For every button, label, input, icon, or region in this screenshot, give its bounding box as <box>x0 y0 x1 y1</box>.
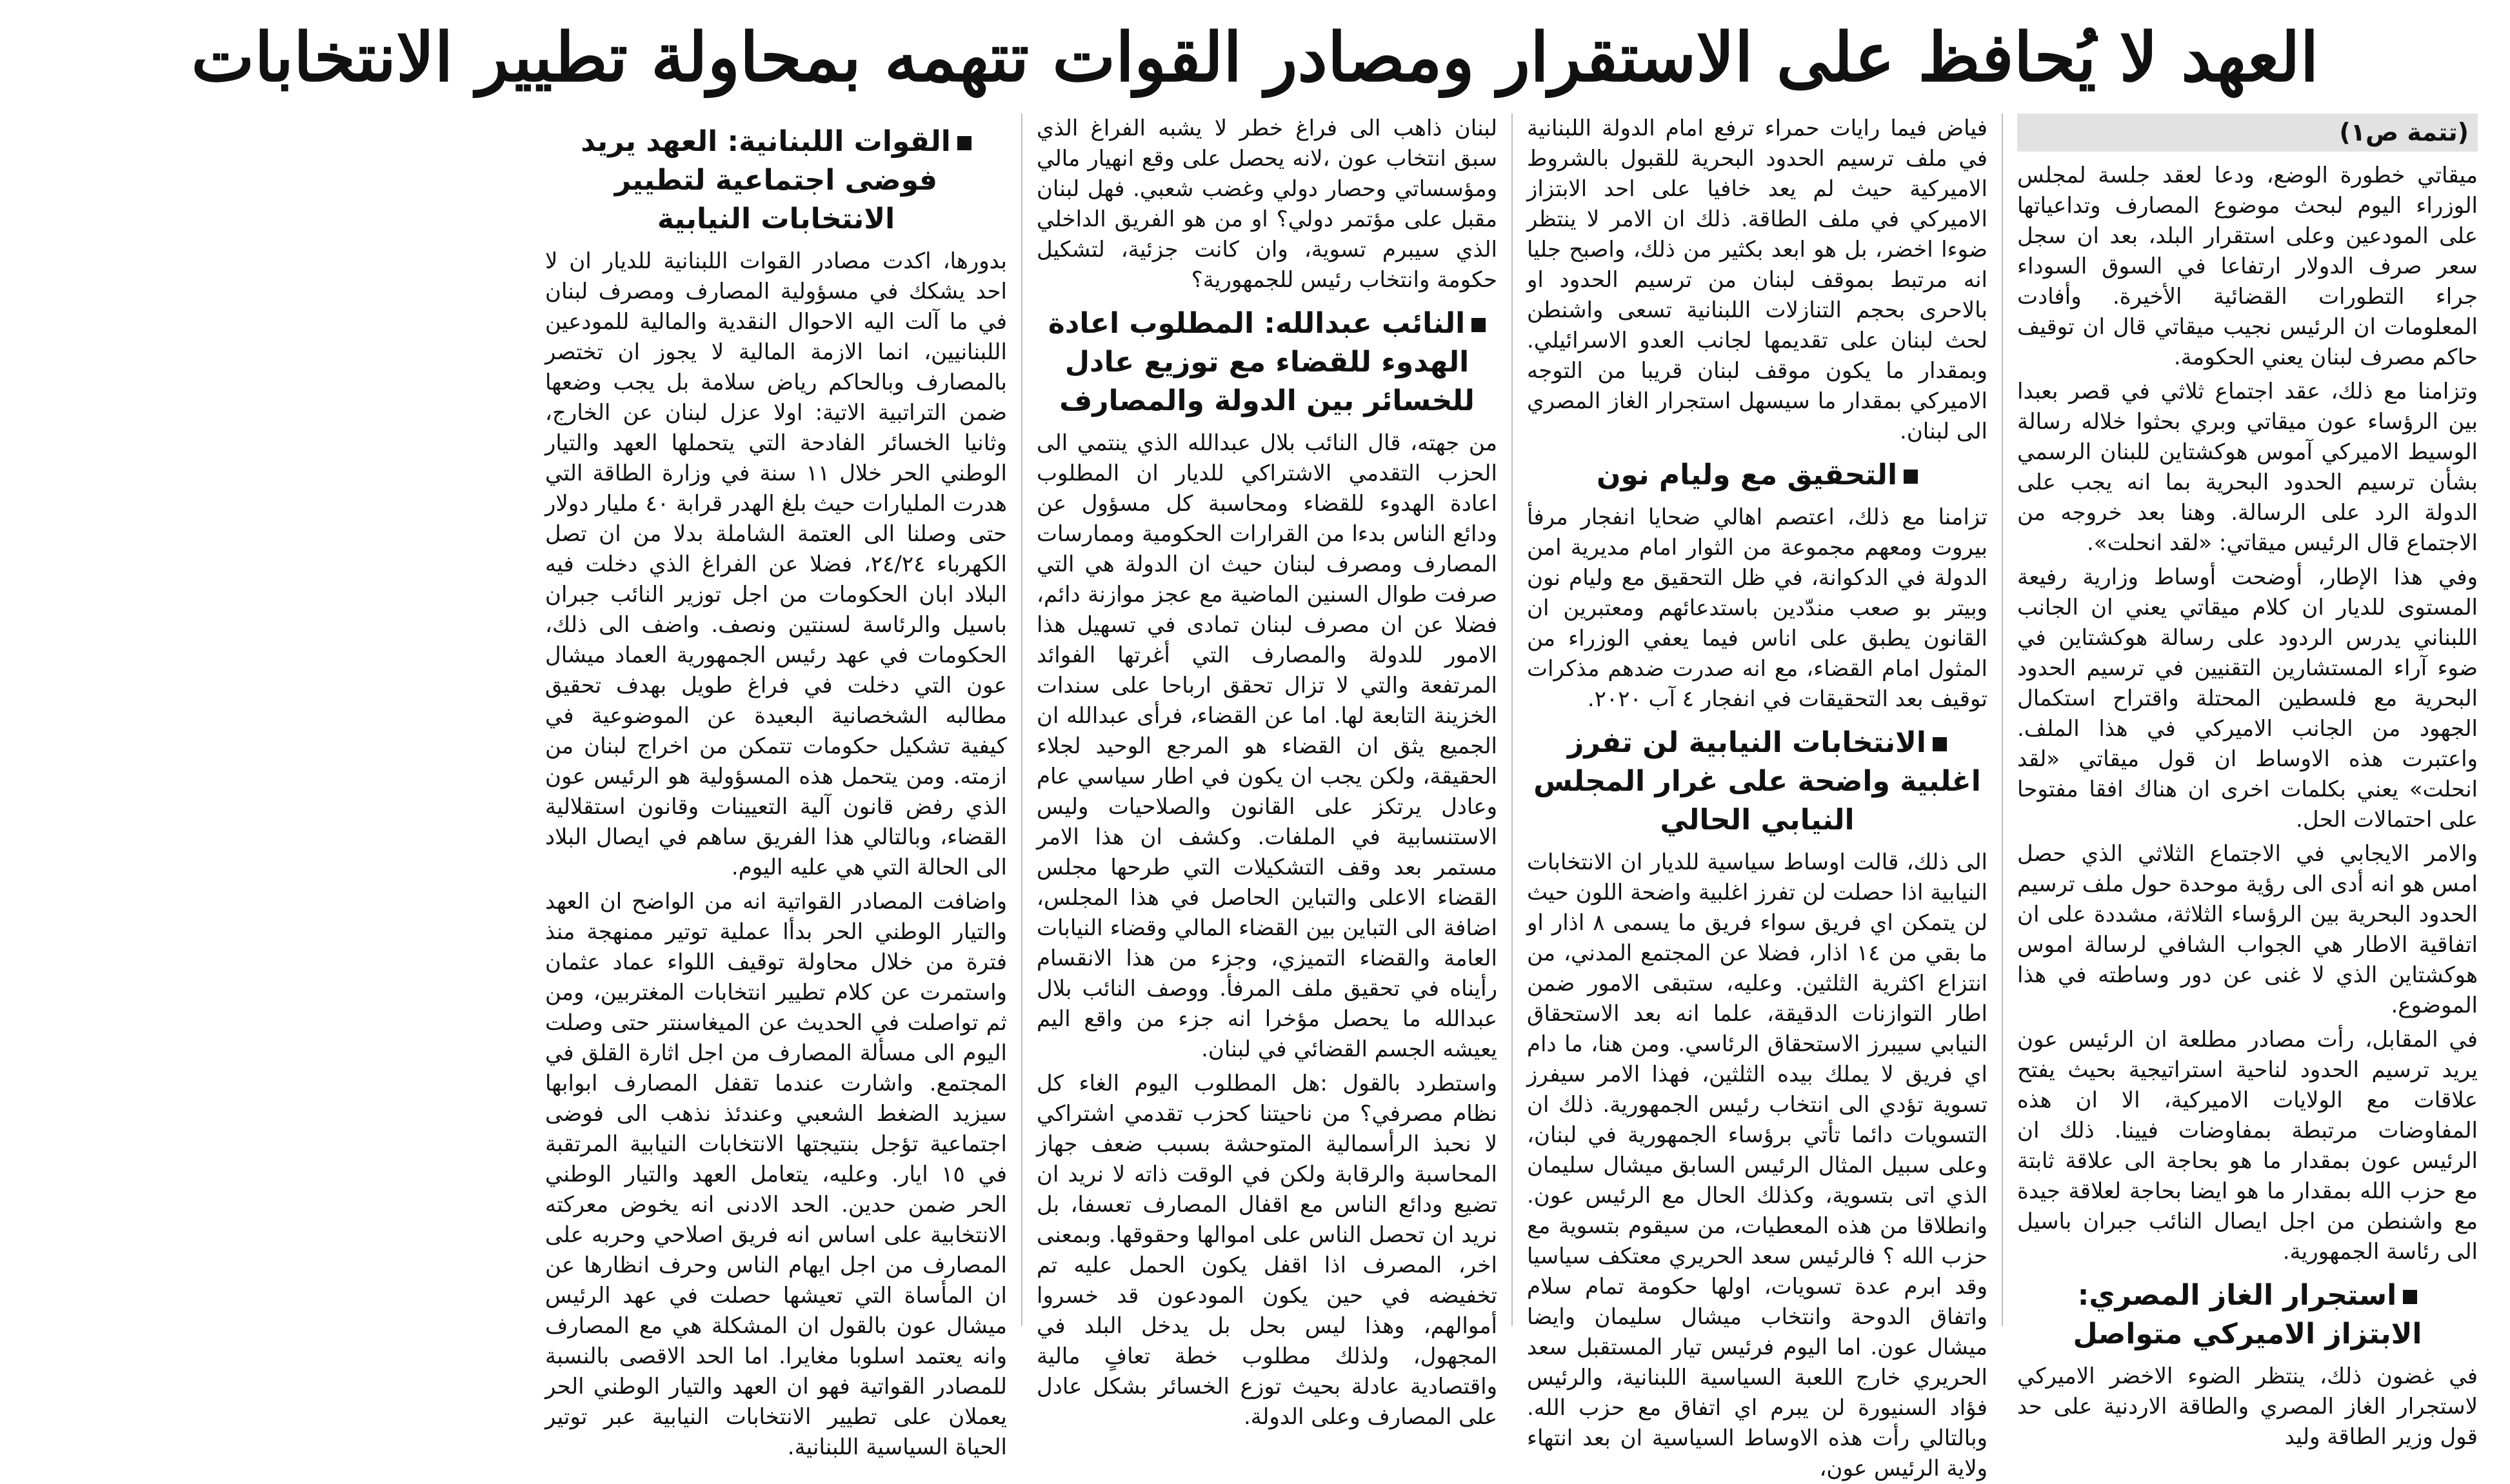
paragraph: وفي هذا الإطار، أوضحت أوساط وزارية رفيعة المستوى للديار ان كلام ميقاتي يعني ان الجانب اللبناني يدرس الردود على رسالة هوكشتاين في ضوء آراء المستشارين التقنيين في ترسيم الحدود البحرية مع فلسطين المحتلة واقتراح استكمال الجهود من الجانب الاميركي في هذا الملف. واعتبرت هذه الاوساط ان قول ميقاتي «لقد انحلت» يعني بكلمات اخرى ان هناك افقا مفتوحا على احتمالات الحل. <box>2017 564 2478 833</box>
subheading <box>2017 1276 2478 1354</box>
paragraph: واستطرد بالقول :هل المطلوب اليوم الغاء كل نظام مصرفي؟ من ناحيتنا كحزب تقدمي اشتراكي لا نحبذ الرأسمالية المتوحشة بسبب ضعف جهاز المحاسبة والرقابة ولكن في الوقت ذاته لا نريد ان تضيع ودائع الناس مع اقفال المصارف تعسفا، بل نريد ان تحصل الناس على اموالها وحقوقها. وبمعنى اخر، المصرف اذا اقفل يكون الحمل عليه تم تخفيضه في حين يكون المودعون قد خسروا أموالهم، وهذا ليس بحل بل يدخل البلد في المجهول، ولذلك مطلوب خطة تعافٍ مالية واقتصادية عادلة بحيث توزع الخسائر بشكل عادل على المصارف وعلى الدولة. <box>1037 1071 1497 1430</box>
subheading-text: القوات اللبنانية: العهد يريد فوضى اجتماعية لتطيير الانتخابات النيابية <box>581 125 951 235</box>
paragraph: الى ذلك، قالت اوساط سياسية للديار ان الانتخابات النيابية اذا حصلت لن تفرز اغلبية واضحة اللون حيث لن يتمكن اي فريق سواء فريق ما يسمى ٨ اذار او ما بقي من ١٤ اذار، فضلا عن المجتمع المدني، من انتزاع اكثرية الثلثين. وعليه، ستبقى الامور ضمن اطار التوازنات الدقيقة، علما انه بعد الاستحقاق النيابي سيبرز الاستحقاق الرئاسي. ومن هنا، ما دام اي فريق لا يملك بيده الثلثين، فهذا الامر سيفرز تسوية تؤدي الى انتخاب رئيس الجمهورية. ذلك ان التسويات دائما تأتي برؤساء الجمهورية في لبنان، وعلى سبيل المثال الرئيس السابق ميشال سليمان الذي اتى بتسوية، وكذلك الحال مع الرئيس عون. وانطلاقا من هذه المعطيات، من سيقوم بتسوية مع حزب الله ؟ فالرئيس سعد الحريري معتكف سياسيا وقد ابرم عدة تسويات، اولها حكومة تمام سلام واتفاق الدوحة وانتخاب ميشال سليمان وايضا ميشال عون. اما اليوم فرئيس تيار المستقبل سعد الحريري خارج اللعبة السياسية اللبنانية، والرئيس فؤاد السنيورة لن يبرم اي اتفاق مع حزب الله. وبالتالي رأت هذه الاوساط السياسية ان بعد انتهاء ولاية الرئيس عون، <box>1527 849 1987 1481</box>
subheading-text: الانتخابات النيابية لن تفرز اغلبية واضحة على غرار المجلس النيابي الحالي <box>1533 726 1981 836</box>
paragraph: ميقاتي خطورة الوضع، ودعا لعقد جلسة لمجلس الوزراء اليوم لبحث موضوع المصارف وتداعياتها على المودعين وعلى استقرار البلد، بعد ان سجل سعر صرف الدولار ارتفاعا في السوق السوداء جراء التطورات القضائية الأخيرة. وأفادت المعلومات ان الرئيس نجيب ميقاتي قال ان توقيف حاكم مصرف لبنان يعني الحكومة. <box>2017 163 2478 370</box>
paragraph: وتزامنا مع ذلك، عقد اجتماع ثلاثي في قصر بعبدا بين الرؤساء عون ميقاتي وبري بحثوا خلاله رسالة الوسيط الاميركي آموس هوكشتاين للبنان الرسمي بشأن ترسيم الحدود البحرية بما انه يجب على الدولة الرد على الرسالة. وهنا بعد خروجه من الاجتماع قال الرئيس ميقاتي: «لقد انحلت». <box>2017 379 2478 556</box>
subheading-text: الابتزاز الاميركي متواصل <box>2073 1318 2422 1350</box>
square-bullet-icon <box>1933 737 1947 751</box>
paragraph: فياض فيما رايات حمراء ترفع امام الدولة اللبنانية في ملف ترسيم الحدود البحرية للقبول بالشروط الاميركية حيث لم يعد خافيا على احد الابتزاز الاميركي في ملف الطاقة. ذلك ان الامر لا ينتظر ضوءا اخضر، بل هو ابعد بكثير من ذلك، واصبح جليا انه مرتبط بموقف لبنان من ترسيم الحدود او بالاحرى بحجم التنازلات اللبنانية تسعى واشنطن لحث لبنان على تقديمها لجانب العدو الاسرائيلي. وبمقدار ما يكون موقف لبنان قريبا من التوجه الاميركي بمقدار ما سيسهل استجرار الغاز المصري الى لبنان. <box>1527 115 1987 444</box>
subheading <box>545 123 1007 239</box>
subheading-text: استجرار الغاز المصري: <box>2077 1279 2397 1312</box>
column-3 <box>1021 114 1511 1430</box>
column-2 <box>1511 114 2002 1481</box>
paragraph: والامر الايجابي في الاجتماع الثلاثي الذي حصل امس هو انه أدى الى رؤية موحدة حول ملف ترسيم الحدود البحرية بين الرؤساء الثلاثة، مشددة على ان اتفاقية الاطار هي الجواب الشافي لرسالة اموس هوكشتاين الذي لا غنى عن دور وساطته في هذا الموضوع. <box>2017 841 2478 1018</box>
column-4 <box>531 114 1021 1460</box>
paragraph: تزامنا مع ذلك، اعتصم اهالي ضحايا انفجار مرفأ بيروت ومعهم مجموعة من الثوار امام مديرية امن الدولة في الدكوانة، في ظل التحقيق مع وليام نون وبيتر بو صعب مندّدين باستدعائهم ومعتبرين ان القانون يطبق على اناس فيما يعفي الوزراء من المثول امام القضاء، مع انه صدرت ضدهم مذكرات توقيف بعد التحقيقات في انفجار ٤ آب ٢٠٢٠. <box>1527 504 1987 712</box>
headline: العهد لا يُحافظ على الاستقرار ومصادر القوات تتهمه بمحاولة تطيير الانتخابات <box>191 17 2319 97</box>
square-bullet-icon <box>957 136 971 150</box>
paragraph: في غضون ذلك، ينتظر الضوء الاخضر الاميركي لاستجرار الغاز المصري والطاقة الاردنية على حد قول وزير الطاقة وليد <box>2017 1363 2478 1450</box>
column-1 <box>2002 114 2492 1450</box>
subheading <box>1527 724 1987 840</box>
paragraph: في المقابل، رأت مصادر مطلعة ان الرئيس عون يريد ترسيم الحدود لناحية استراتيجية بحيث يفتح علاقات مع الولايات الاميركية، الا ان هذه المفاوضات مرتبطة بمفاوضات فيينا. ذلك ان الرئيس عون بمقدار ما هو بحاجة الى علاقة ثابتة مع حزب الله بمقدار ما هو ايضا بحاجة لعلاقة جيدة مع واشنطن من اجل ايصال النائب جبران باسيل الى رئاسة الجمهورية. <box>2017 1027 2478 1265</box>
paragraph: بدورها، اكدت مصادر القوات اللبنانية للديار ان لا احد يشكك في مسؤولية المصارف ومصرف لبنان في ما آلت اليه الاحوال النقدية والمالية للمودعين اللبنانيين، انما الازمة المالية لا يجوز ان تختصر بالمصارف وبالحاكم رياض سلامة بل يجب وضعها ضمن التراتبية الاتية: اولا عزل لبنان عن الخارج، وثانيا الخسائر الفادحة التي يتحملها العهد والتيار الوطني الحر خلال ١١ سنة في وزارة الطاقة التي هدرت المليارات حيث بلغ الهدر قرابة ٤٠ مليار دولار حتى وصلنا الى العتمة الشاملة بدلا من ان تصل الكهرباء ٢٤/٢٤، فضلا عن الفراغ الذي دخلت فيه البلاد ابان الحكومات من اجل توزير النائب جبران باسيل والرئاسة لسنتين ونصف. واضف الى ذلك، الحكومات في عهد رئيس الجمهورية العماد ميشال عون التي دخلت في فراغ طويل بهدف تحقيق مطالبه الشخصانية البعيدة عن الموضوعية في كيفية تشكيل حكومات تتمكن من اخراج لبنان من ازمته. ومن يتحمل هذه المسؤولية هو الرئيس عون الذي رفض قانون آلية التعيينات وقانون استقلالية القضاء، وبالتالي هذا الفريق ساهم في ايصال البلاد الى الحالة التي هي عليه اليوم. <box>545 248 1007 880</box>
subheading-text: النائب عبدالله: المطلوب اعادة الهدوء للقضاء مع توزيع عادل للخسائر بين الدولة والمصارف <box>1048 307 1475 417</box>
square-bullet-icon <box>1471 318 1486 332</box>
subheading <box>1037 304 1497 420</box>
paragraph: من جهته، قال النائب بلال عبدالله الذي ينتمي الى الحزب التقدمي الاشتراكي للديار ان المطلوب اعادة الهدوء للقضاء ومحاسبة كل مسؤول عن ودائع الناس بدءا من القرارات الحكومية وممارسات المصارف ومصرف لبنان حيث ان الدولة هي التي صرفت طوال السنين الماضية مع عجز موازنة دائم، فضلا عن ان مصرف لبنان تمادى في تسهيل هذا الامور للدولة والمصارف التي أغرتها الفوائد المرتفعة والتي لا تزال تحقق ارباحا على سندات الخزينة التابعة لها. اما عن القضاء، فرأى عبدالله ان الجميع يثق ان القضاء هو المرجع الوحيد لجلاء الحقيقة، ولكن يجب ان يكون في اطار سياسي عام وعادل يرتكز على القانون والصلاحيات وليس الاستنسابية في الملفات. وكشف ان هذا الامر مستمر بعد وقف التشكيلات التي طرحها مجلس القضاء الاعلى والتباين الحاصل في هذا المجلس، اضافة الى التباين بين القضاء المالي وقضاء النيابات العامة والقضاء التميزي، وجزء من هذا الانقسام رأيناه في تحقيق ملف المرفأ. ووصف النائب بلال عبدالله ما يحصل مؤخرا انه جزء من واقع اليم يعيشه الجسم القضائي في لبنان. <box>1037 430 1497 1062</box>
subheading <box>1527 456 1987 495</box>
square-bullet-icon <box>1904 470 1918 484</box>
continuation-label: (تتمة ص١) <box>2017 114 2478 152</box>
subheading-text: التحقيق مع وليام نون <box>1596 459 1898 491</box>
article-columns <box>18 114 2492 1481</box>
paragraph: لبنان ذاهب الى فراغ خطر لا يشبه الفراغ الذي سبق انتخاب عون ،لانه يحصل على وقع انهيار مالي ومؤسساتي وحصار دولي وغضب شعبي. فهل لبنان مقبل على مؤتمر دولي؟ او من هو الفريق الداخلي الذي سيبرم تسوية، وان كانت جزئية، لتشكيل حكومة وانتخاب رئيس للجمهورية؟ <box>1037 115 1497 293</box>
paragraph: واضافت المصادر القواتية انه من الواضح ان العهد والتيار الوطني الحر بدأا عملية توتير ممنهجة منذ فترة من خلال محاولة توقيف اللواء عماد عثمان واستمرت عن كلام تطيير انتخابات المغتربين، ومن ثم تواصلت في الحديث عن الميغاسنتر حتى وصلت اليوم الى مسألة المصارف من اجل اثارة القلق في المجتمع. واشارت عندما تقفل المصارف ابوابها سيزيد الضغط الشعبي وعندئذ نذهب الى فوضى اجتماعية تؤجل بنتيجتها الانتخابات النيابية المرتقبة في ١٥ ايار. وعليه، يتعامل العهد والتيار الوطني الحر ضمن حدين. الحد الادنى انه يخوض معركته الانتخابية على اساس انه فريق اصلاحي وحربه على المصارف من اجل ايهام الناس وحرف انظارها عن ان المأساة التي تعيشها حصلت في عهد الرئيس ميشال عون بالقول ان المشكلة هي مع المصارف وانه يعتمد اسلوبا مغايرا. اما الحد الاقصى بالنسبة للمصادر القواتية فهو ان العهد والتيار الوطني الحر يعملان على تطيير الانتخابات النيابية عبر توتير الحياة السياسية اللبنانية. <box>545 889 1007 1460</box>
square-bullet-icon <box>2403 1290 2417 1304</box>
